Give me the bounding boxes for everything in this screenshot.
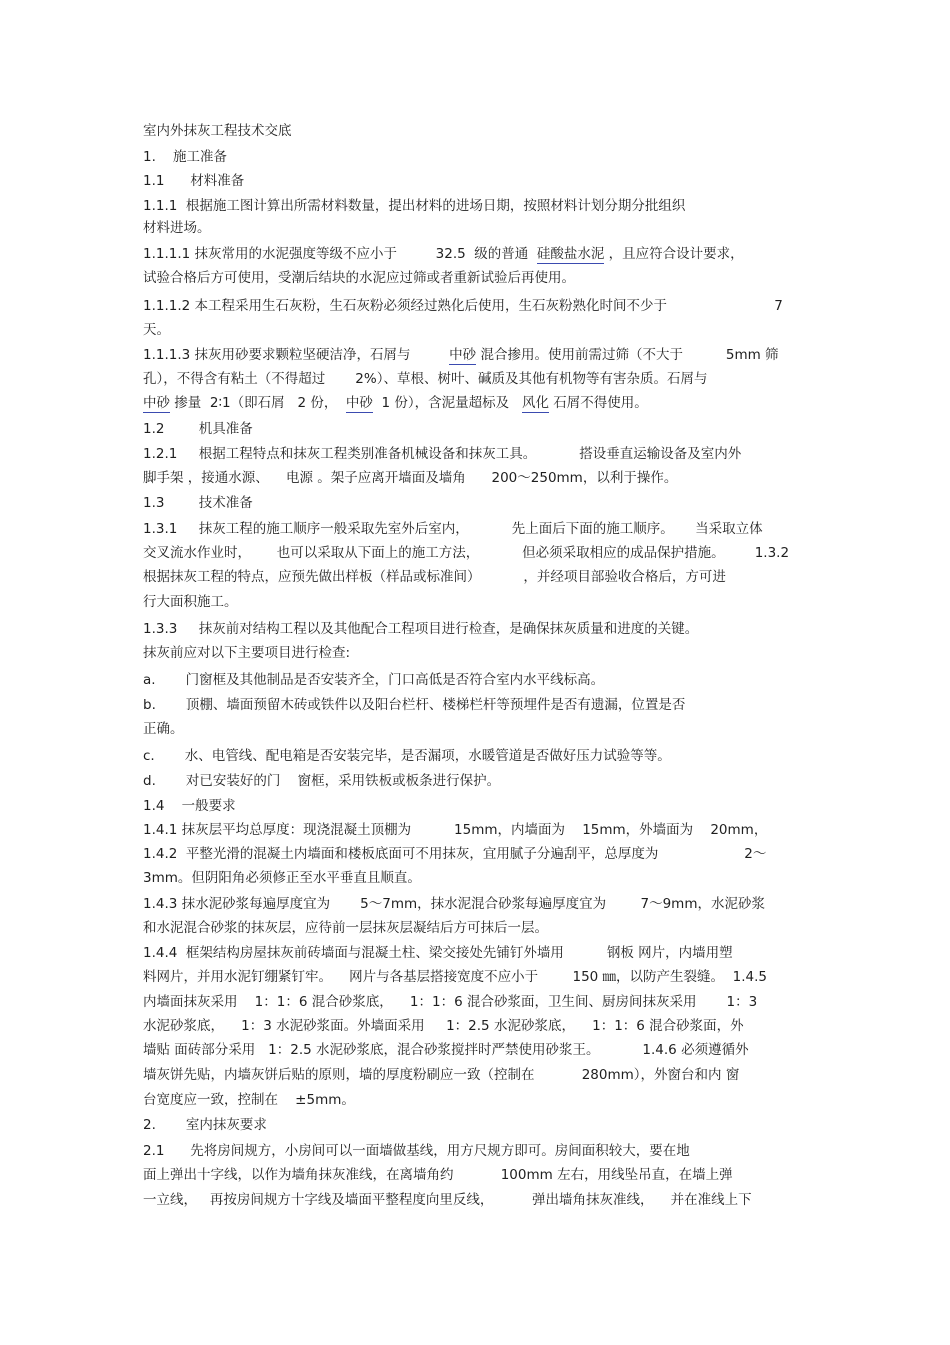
document-line: 1.4.4 框架结构房屋抹灰前砖墙面与混凝土柱、梁交接处先铺钉外墙用 钢板 网片，内墙用塑 (143, 945, 733, 961)
document-line: b. 顶棚、墙面预留木砖或铁件以及阳台栏杆、楼梯栏杆等预埋件是否有遗漏，位置是否 (143, 697, 686, 713)
document-line: 墙贴 面砖部分采用 1：2.5 水泥砂浆底，混合砂浆搅拌时严禁使用砂浆王。 1.4.6 必须遵循外 (143, 1042, 749, 1058)
document-line: 水泥砂浆底， 1：3 水泥砂浆面。外墙面采用 1：2.5 水泥砂浆底， 1：1：6 混合砂浆面，外 (143, 1018, 744, 1034)
document-line: 1.3 技术准备 (143, 495, 253, 511)
document-line: 一立线， 再按房间规方十字线及墙面平整程度向里反线， 弹出墙角抹灰准线， 并在准线上下 (143, 1192, 752, 1208)
document-line: 2.1 先将房间规方，小房间可以一面墙做基线，用方尺规方即可。房间面积较大，要在地 (143, 1143, 690, 1159)
document-line: 1. 施工准备 (143, 149, 228, 165)
document-line: a. 门窗框及其他制品是否安装齐全，门口高低是否符合室内水平线标高。 (143, 672, 605, 688)
document-line: 1.4.3 抹水泥砂浆每遍厚度宜为 5～7mm，抹水泥混合砂浆每遍厚度宜为 7～9mm，水泥砂浆 (143, 896, 765, 912)
document-line: 中砂 掺量 2∶1（即石屑 2 份， 中砂 1 份），含泥量超标及 风化 石屑不得使用。 (143, 395, 648, 411)
document-line: 1.2 机具准备 (143, 421, 253, 437)
document-line: 1.2.1 根据工程特点和抹灰工程类别准备机械设备和抹灰工具。 搭设垂直运输设备及室内外 (143, 446, 742, 462)
document-line: 内墙面抹灰采用 1：1：6 混合砂浆底， 1：1：6 混合砂浆面，卫生间、厨房间抹灰采用 1：3 (143, 994, 758, 1010)
document-line: 1.4.2 平整光滑的混凝土内墙面和楼板底面可不用抹灰，宜用腻子分遍刮平，总厚度为 2～ (143, 846, 767, 862)
document-line: 材料进场。 (143, 220, 211, 236)
document-line: 料网片，并用水泥钉绷紧钉牢。 网片与各基层搭接宽度不应小于 150 ㎜，以防产生裂缝。 1.4.5 (143, 969, 767, 985)
document-line: 墙灰饼先贴，内墙灰饼后贴的原则，墙的厚度粉刷应一致（控制在 280mm），外窗台和内 窗 (143, 1067, 740, 1083)
document-line: 面上弹出十字线，以作为墙角抹灰准线，在离墙角约 100mm 左右，用线坠吊直，在墙上弹 (143, 1167, 733, 1183)
document-line: 1.1.1.3 抹灰用砂要求颗粒坚硬洁净，石屑与 中砂 混合掺用。使用前需过筛（不大于 5mm 筛 (143, 347, 779, 363)
document-line: 孔），不得含有粘土（不得超过 2%）、草根、树叶、碱质及其他有机物等有害杂质。石屑与 (143, 371, 708, 387)
document-line: 脚手架 ，接通水源、 电源 。架子应离开墙面及墙角 200～250mm，以利于操作。 (143, 470, 678, 486)
document-line: 3mm。但阴阳角必须修正至水平垂直且顺直。 (143, 870, 421, 886)
document-line: 抹灰前应对以下主要项目进行检查: (143, 645, 351, 661)
document-line: c. 水、电管线、配电箱是否安装完毕，是否漏项，水暖管道是否做好压力试验等等。 (143, 748, 671, 764)
document-title: 室内外抹灰工程技术交底 (143, 123, 292, 139)
document-line: 1.3.1 抹灰工程的施工顺序一般采取先室外后室内， 先上面后下面的施工顺序。 当采取立体 (143, 521, 763, 537)
document-line: 正确。 (143, 721, 184, 737)
document-line: d. 对已安装好的门 窗框，采用铁板或板条进行保护。 (143, 773, 501, 789)
document-line: 台宽度应一致，控制在 ±5mm。 (143, 1092, 355, 1108)
document-line: 1.3.3 抹灰前对结构工程以及其他配合工程项目进行检查，是确保抹灰质量和进度的关键。 (143, 621, 699, 637)
document-line: 天。 (143, 322, 170, 338)
document-line: 1.1.1.2 本工程采用生石灰粉，生石灰粉必须经过熟化后使用，生石灰粉熟化时间不少于 7 (143, 298, 783, 314)
document-line: 1.1.1 根据施工图计算出所需材料数量，提出材料的进场日期，按照材料计划分期分批组织 (143, 198, 686, 214)
document-line: 和水泥混合砂浆的抹灰层，应待前一层抹灰层凝结后方可抹后一层。 (143, 920, 548, 936)
document-line: 1.4 一般要求 (143, 798, 236, 814)
document-line: 2. 室内抹灰要求 (143, 1117, 267, 1133)
document-line: 1.1.1.1 抹灰常用的水泥强度等级不应小于 32.5 级的普通 硅酸盐水泥 ，且应符合设计要求， (143, 246, 744, 262)
document-line: 交叉流水作业时， 也可以采取从下面上的施工方法， 但必须采取相应的成品保护措施。 1.3.2 (143, 545, 790, 561)
document-line: 行大面积施工。 (143, 594, 238, 610)
document-line: 试验合格后方可使用，受潮后结块的水泥应过筛或者重新试验后再使用。 (143, 270, 575, 286)
document-line: 根据抹灰工程的特点，应预先做出样板（样品或标准间） ，并经项目部验收合格后，方可进 (143, 569, 726, 585)
document-line: 1.1 材料准备 (143, 173, 245, 189)
document-line: 1.4.1 抹灰层平均总厚度：现浇混凝土顶棚为 15mm，内墙面为 15mm，外墙面为 20mm， (143, 822, 768, 838)
